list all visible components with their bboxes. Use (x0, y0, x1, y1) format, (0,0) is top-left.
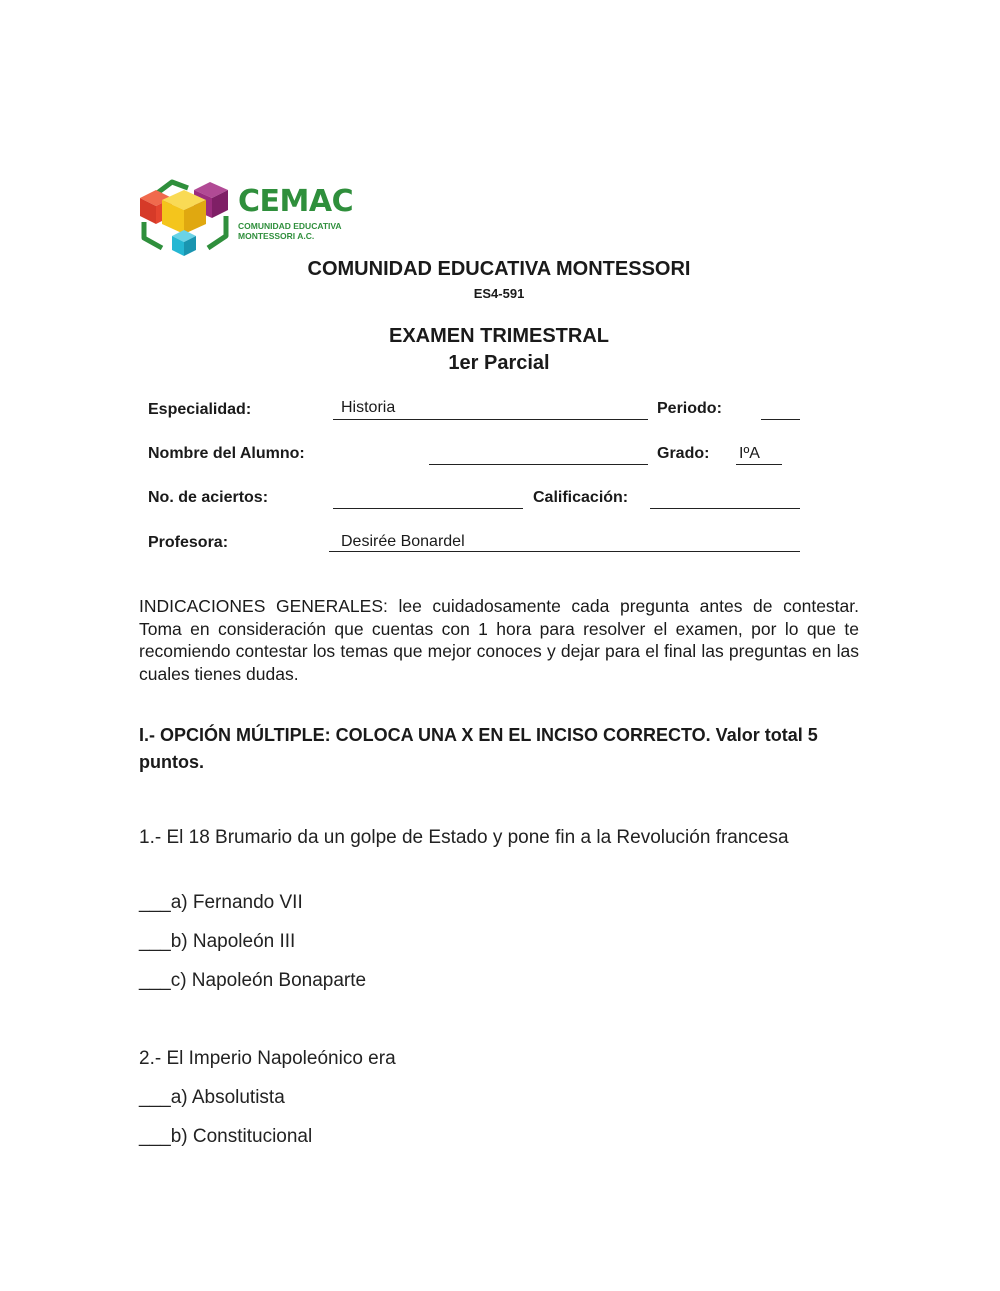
grado-label: Grado: (657, 445, 710, 462)
periodo-field[interactable] (761, 419, 800, 420)
question-2-option-b[interactable]: ___b) Constitucional (139, 1126, 313, 1147)
school-name: COMUNIDAD EDUCATIVA MONTESSORI (307, 258, 691, 280)
exam-subtitle: 1er Parcial (448, 352, 550, 374)
profesora-label: Profesora: (148, 534, 229, 551)
calificacion-label: Calificación: (533, 489, 629, 506)
periodo-label: Periodo: (657, 400, 722, 417)
especialidad-label: Especialidad: (148, 401, 252, 418)
cemac-logo-icon (138, 176, 232, 256)
aciertos-label: No. de aciertos: (148, 489, 269, 506)
question-1-option-c[interactable]: ___c) Napoleón Bonaparte (139, 970, 367, 991)
alumno-label: Nombre del Alumno: (148, 445, 305, 462)
question-1-text: 1.- El 18 Brumario da un golpe de Estado y pone fin a la Revolución francesa (139, 827, 789, 848)
exam-title: EXAMEN TRIMESTRAL (389, 325, 609, 347)
alumno-field[interactable] (429, 464, 648, 465)
calificacion-field[interactable] (650, 508, 800, 509)
grado-field[interactable] (736, 464, 782, 465)
aciertos-field[interactable] (333, 508, 523, 509)
logo-subtitle (238, 221, 342, 241)
especialidad-field[interactable] (333, 419, 648, 420)
profesora-value: Desirée Bonardel (341, 533, 465, 550)
logo-wordmark: CEMAC (238, 184, 354, 219)
question-2-text: 2.- El Imperio Napoleónico era (139, 1048, 396, 1069)
section-title: I.- OPCIÓN MÚLTIPLE: COLOCA UNA X EN EL INCISO CORRECTO. Valor total 5 puntos. (139, 725, 818, 772)
logo-subtitle-line2: MONTESSORI A.C. (238, 231, 315, 241)
grado-value: IºA (739, 445, 760, 462)
question-1-option-a[interactable]: ___a) Fernando VII (139, 892, 303, 913)
general-instructions: INDICACIONES GENERALES: lee cuidadosamente cada pregunta antes de contestar. Toma en consideración que cuentas con 1 hora para resolver el examen, por lo que te recomiendo contestar los temas que mejor conoces y dejar para el final las preguntas en las cuales tienes dudas. (139, 596, 859, 684)
school-code: ES4-591 (473, 286, 525, 301)
profesora-field[interactable] (329, 551, 800, 552)
especialidad-value: Historia (341, 399, 396, 416)
logo-subtitle-line1: COMUNIDAD EDUCATIVA (238, 221, 342, 231)
question-2-option-a[interactable]: ___a) Absolutista (139, 1087, 285, 1108)
question-1-option-b[interactable]: ___b) Napoleón III (139, 931, 296, 952)
